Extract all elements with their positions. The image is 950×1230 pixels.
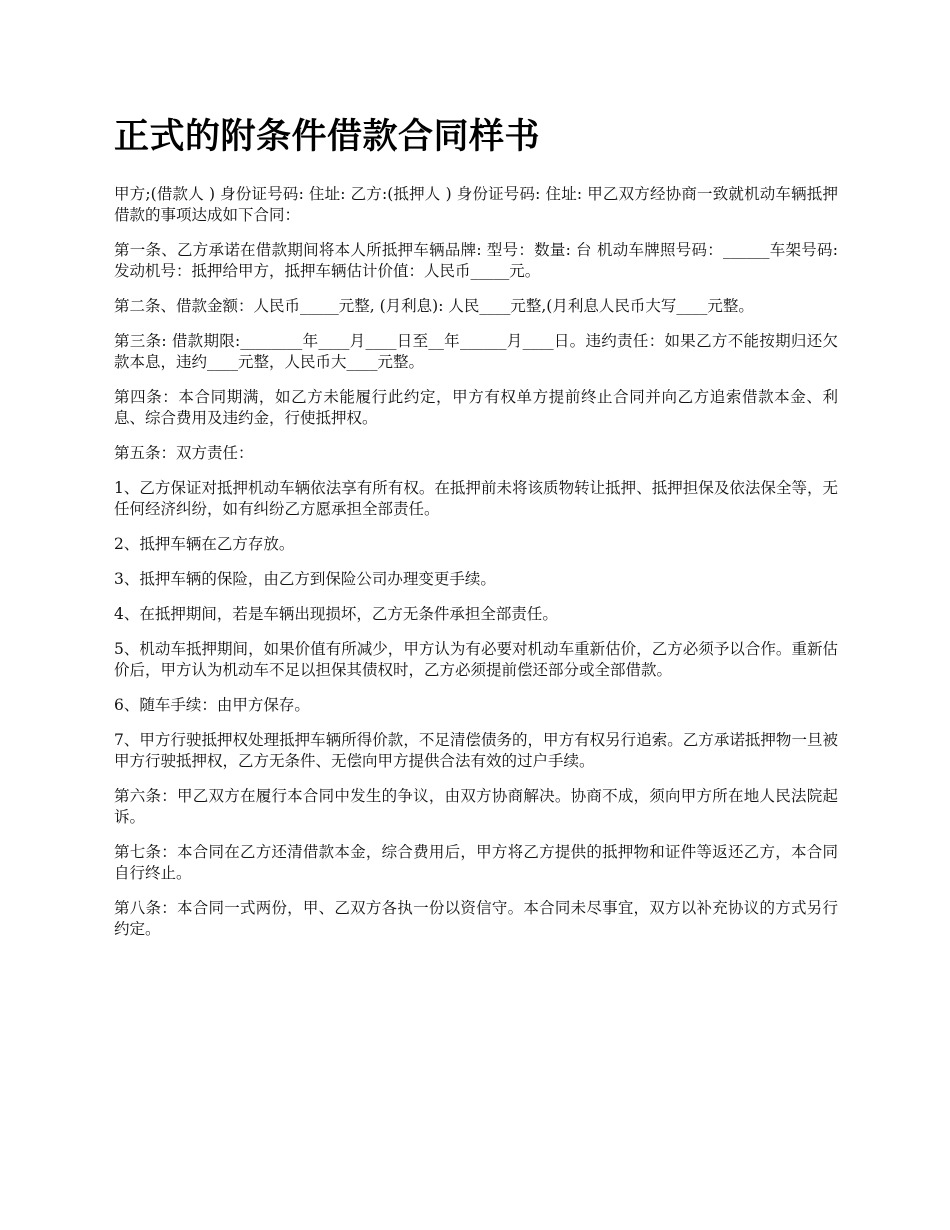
article-2-paragraph: 第二条、借款金额：人民币_____元整, (月利息): 人民____元整,(月利息人民币大写____元整。 bbox=[114, 297, 754, 315]
responsibility-item-7: 7、甲方行驶抵押权处理抵押车辆所得价款，不足清偿债务的，甲方有权另行追索。乙方承诺抵押物一旦被甲方行驶抵押权，乙方无条件、无偿向甲方提供合法有效的过户手续。 bbox=[114, 731, 838, 770]
responsibility-item-3: 3、抵押车辆的保险，由乙方到保险公司办理变更手续。 bbox=[114, 570, 496, 588]
responsibility-item-5: 5、机动车抵押期间，如果价值有所减少，甲方认为有必要对机动车重新估价，乙方必须予以合作。重新估价后，甲方认为机动车不足以担保其债权时，乙方必须提前偿还部分或全部借款。 bbox=[114, 640, 838, 679]
preamble-paragraph: 甲方;(借款人 ) 身份证号码: 住址: 乙方:(抵押人 ) 身份证号码: 住址: 甲乙双方经协商一致就机动车辆抵押借款的事项达成如下合同： bbox=[114, 185, 838, 224]
article-4-paragraph: 第四条：本合同期满，如乙方未能履行此约定，甲方有权单方提前终止合同并向乙方追索借款本金、利息、综合费用及违约金，行使抵押权。 bbox=[114, 388, 838, 427]
responsibility-item-1: 1、乙方保证对抵押机动车辆依法享有所有权。在抵押前未将该质物转让抵押、抵押担保及依法保全等，无任何经济纠纷，如有纠纷乙方愿承担全部责任。 bbox=[114, 479, 838, 518]
article-1-paragraph: 第一条、乙方承诺在借款期间将本人所抵押车辆品牌: 型号：数量: 台 机动车牌照号码：______车架号码: 发动机号：抵押给甲方，抵押车辆估计价值：人民币_____元。 bbox=[114, 241, 838, 280]
article-3-paragraph: 第三条: 借款期限:________年____月____日至__年______月____日。违约责任：如果乙方不能按期归还欠款本息，违约____元整，人民币大____元整。 bbox=[114, 332, 838, 371]
document-body bbox=[114, 112, 838, 954]
document-title: 正式的附条件借款合同样书 bbox=[114, 117, 541, 157]
article-6-paragraph: 第六条：甲乙双方在履行本合同中发生的争议，由双方协商解决。协商不成，须向甲方所在地人民法院起诉。 bbox=[114, 787, 838, 826]
responsibility-item-2: 2、抵押车辆在乙方存放。 bbox=[114, 535, 295, 553]
article-5-heading: 第五条：双方责任： bbox=[114, 444, 254, 462]
article-8-paragraph: 第八条：本合同一式两份，甲、乙双方各执一份以资信守。本合同未尽事宜，双方以补充协议的方式另行约定。 bbox=[114, 899, 838, 938]
article-7-paragraph: 第七条：本合同在乙方还清借款本金，综合费用后，甲方将乙方提供的抵押物和证件等返还乙方，本合同自行终止。 bbox=[114, 843, 838, 882]
responsibility-item-4: 4、在抵押期间，若是车辆出现损坏，乙方无条件承担全部责任。 bbox=[114, 605, 558, 623]
responsibility-item-6: 6、随车手续：由甲方保存。 bbox=[114, 696, 310, 714]
